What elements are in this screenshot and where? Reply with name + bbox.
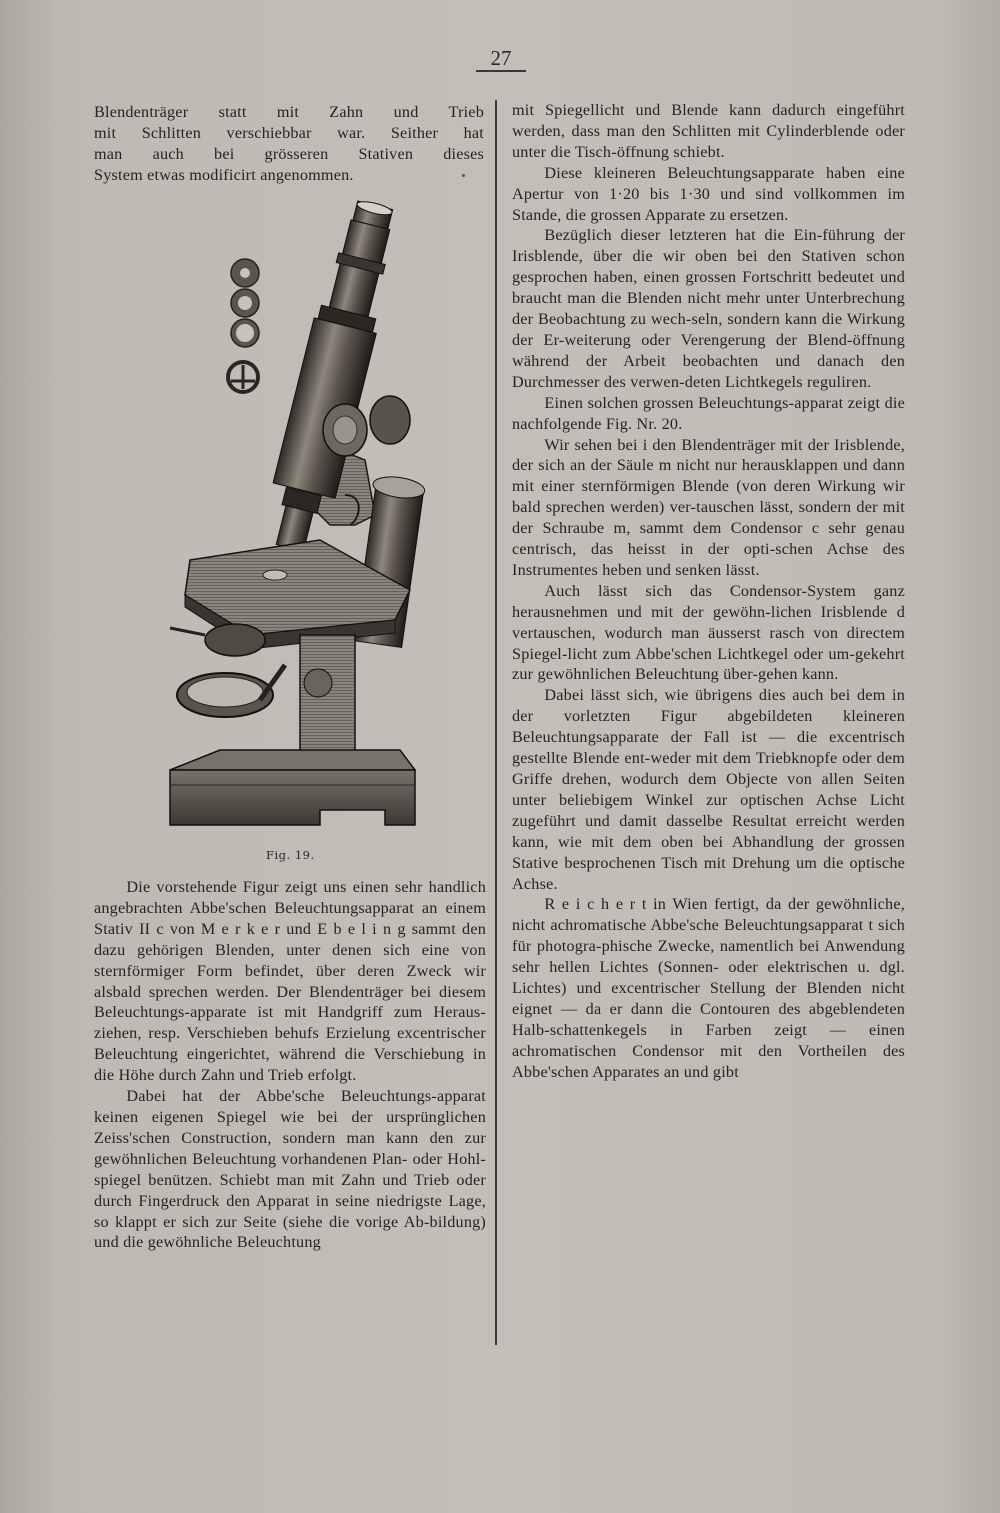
text-line: Blendenträger statt mit Zahn und Trieb [94, 103, 484, 121]
paragraph: R e i c h e r t in Wien fertigt, da der gewöhnliche, nicht achromatische Abbe'sche Beleuchtungsapparat t sich für photogra-phische Zwecke, namentlich bei Anwendung sehr hellen Lichtes (Sonnen- oder elektrischen u. dgl. Lichtes) und excentrischer Stellung der Blenden nicht eignet — da er dann die Contouren des abgeblendeten Halb-schattenkegels in Farben zeigt — einen achromatischen Condensor mit den Vortheilen des Abbe'schen Apparates an und gibt [512, 895, 905, 1081]
diaphragm-discs [228, 259, 259, 392]
paragraph: Auch lässt sich das Condensor-System ganz herausnehmen und mit der gewöhn-lichen Irisblende d vertauschen, wodurch man äusserst rasch von directem Spiegel-licht zum Abbe'schen Lichtkegel oder um-gekehrt zur gewöhnlichen Beleuchtung über-gehen kann. [512, 581, 905, 684]
paragraph: Dabei lässt sich, wie übrigens dies auch bei dem in der vorletzten Figur abgebildeten kleineren Beleuchtungsapparate der Fall ist — die excentrisch gestellte Blende ent-weder mit dem Triebknopfe oder dem Griffe drehen, wodurch dem Objecte von allen Seiten unter beliebigem Winkel zur optischen Achse Licht zugeführt und damit dasselbe Resultat erreicht werden kann, wie mit dem oben bei Abhandlung der grossen Stative besprochenen Tisch mit Drehung um die optische Achse. [512, 686, 905, 893]
text-line: mit Schlitten verschiebbar war. Seither hat [94, 123, 484, 142]
print-speck [462, 174, 465, 177]
text-line: man auch bei grösseren Stativen dieses [94, 144, 484, 163]
paragraph: Wir sehen bei i den Blendenträger mit der Irisblende, der sich an der Säule m nicht nur herausklappen und dann mit einer sternförmigen Blende (von deren Wirkung wir bald sprechen werden) ver-tauschen lässt, sondern der mit der Schraube m, sammt dem Condensor c sehr genau centrisch, das heisst in der opti-schen Achse des Instrumentes heben und senken lässt. [512, 435, 905, 579]
paragraph: mit Spiegellicht und Blende kann dadurch eingeführt werden, dass man den Schlitten mit Cylinderblende oder unter die Tisch-öffnung schiebt. [512, 101, 905, 161]
horseshoe-base [170, 750, 415, 825]
paragraph: Bezüglich dieser letzteren hat die Ein-führung der Irisblende, über die wir oben bei den Stativen schon gesprochen haben, einen grossen Fortschritt bedeutet und braucht man die Blenden nicht mehr unter Unterbrechung der Beobachtung zu wech-seln, sondern kann die Wirkung der Er-weiterung oder Verengerung der Blend-öffnung während der Arbeit beobachten und danach den Durchmesser des verwen-deten Lichtkegels reguliren. [512, 226, 905, 391]
paragraph: Dabei hat der Abbe'sche Beleuchtungs-apparat keinen eigenen Spiegel wie bei der ursprünglichen Zeiss'schen Construction, sondern man kann den zur gewöhnlichen Beleuchtung vorhandenen Plan- oder Hohl-spiegel benützen. Schiebt man mit Zahn und Trieb oder durch Fingerdruck den Apparat in seine niedrigste Lage, so klappt er sich zur Seite (siehe die vorige Ab-bildung) und die gewöhnliche Beleuchtung [94, 1087, 486, 1252]
text-line: System etwas modificirt angenommen. [94, 165, 354, 184]
figure-caption: Fig. 19. [266, 848, 315, 862]
page-number: 27 [490, 46, 512, 70]
left-column-top [94, 102, 484, 186]
microscope-illustration [150, 195, 440, 845]
paragraph: Diese kleineren Beleuchtungsapparate haben eine Apertur von 1·20 bis 1·30 und sind vollkommen im Stande, die grossen Apparate zu ersetzen. [512, 163, 905, 224]
column-divider [495, 100, 497, 1345]
right-column-text [512, 100, 905, 1083]
paragraph: Die vorstehende Figur zeigt uns einen sehr handlich angebrachten Abbe'schen Beleuchtungsapparat an einem Stativ II c von M e r k e r und E b e l i n g sammt den dazu gehörigen Blenden, unter denen sich eine von sternförmiger Form befindet, über deren Zweck wir alsbald sprechen werden. Der Blendenträger bei diesem Beleuchtungs-apparate ist mit Handgriff zum Heraus-ziehen, resp. Verschieben behufs Erzielung excentrischer Beleuchtung eingerichtet, während die Verschiebung in die Höhe durch Zahn und Trieb erfolgt. [94, 878, 486, 1085]
paragraph: Einen solchen grossen Beleuchtungs-apparat zeigt die nachfolgende Fig. Nr. 20. [512, 393, 905, 433]
page-number-rule [476, 70, 526, 72]
left-column-text [94, 877, 486, 1253]
